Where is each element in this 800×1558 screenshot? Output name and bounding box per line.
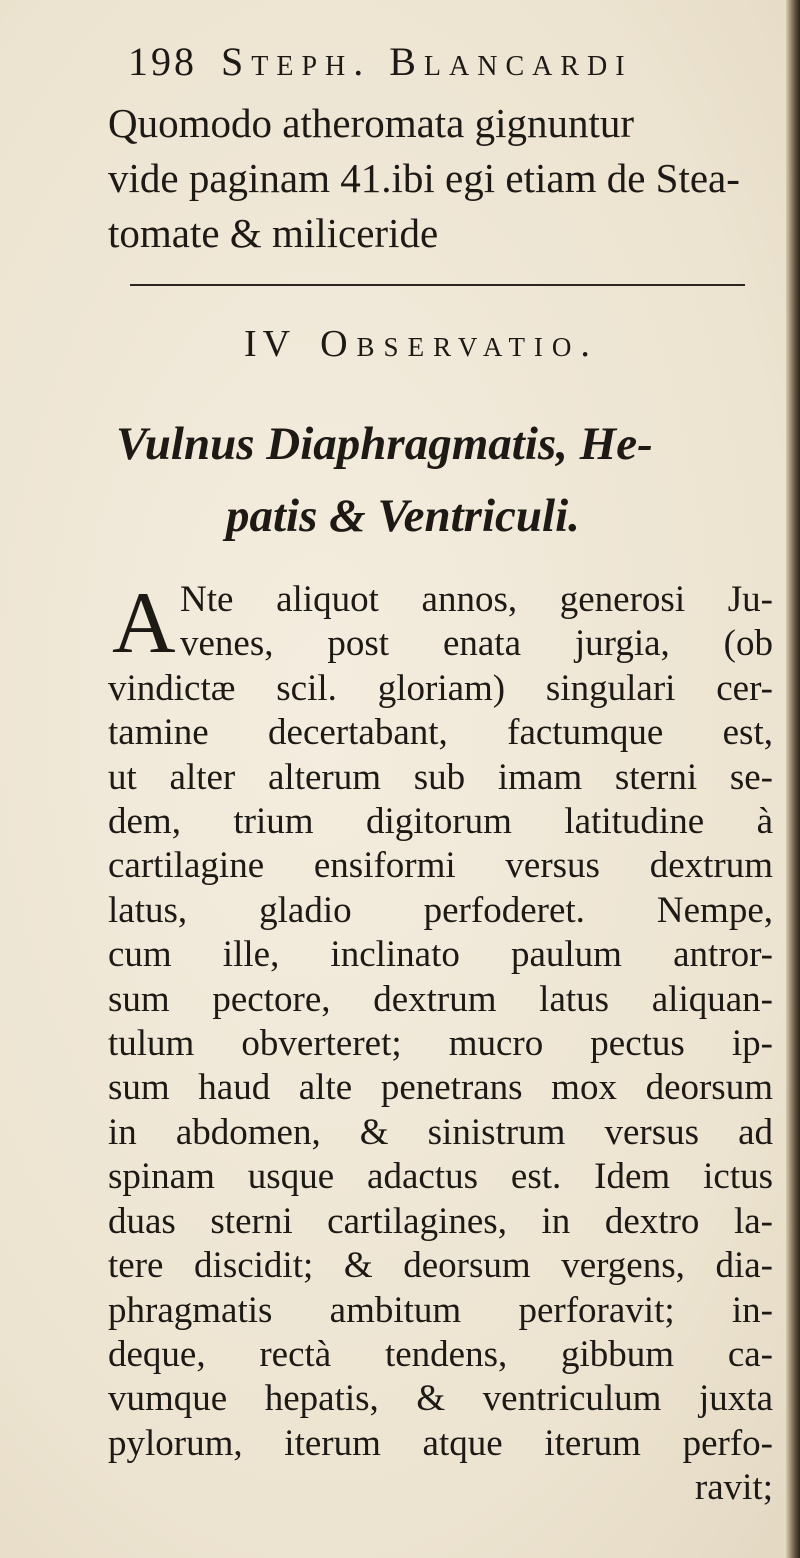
body-line: tulum obverteret; mucro pectus ip- — [108, 1023, 773, 1065]
body-line: cum ille, inclinato paulum antror- — [108, 934, 773, 976]
body-line: duas sterni cartilagines, in dextro la- — [108, 1200, 773, 1242]
title-line-1: Vulnus Diaphragmatis, He- — [116, 418, 653, 470]
intro-line: vide paginam 41.ibi egi etiam de Stea- — [108, 155, 740, 201]
body-line: tere discidit; & deorsum vergens, dia- — [108, 1245, 773, 1287]
body-line: ravit; — [694, 1467, 773, 1509]
body-line: cartilagine ensiformi versus dextrum — [108, 845, 773, 887]
observation-heading — [244, 322, 599, 366]
intro-paragraph — [108, 96, 768, 261]
running-title: Steph. Blancardi — [221, 39, 633, 84]
body-line: deque, rectà tendens, gibbum ca- — [108, 1333, 773, 1375]
body-line: phragmatis ambitum perforavit; in- — [108, 1289, 773, 1331]
title-line-2: patis & Ventriculi. — [226, 490, 580, 542]
body-line: latus, gladio perfoderet. Nempe, — [108, 889, 773, 931]
body-line: sum haud alte penetrans mox deorsum — [108, 1067, 773, 1109]
body-line: dem, trium digitorum latitudine à — [108, 801, 773, 843]
body-line: vumque hepatis, & ventriculum juxta — [108, 1378, 773, 1420]
intro-line: tomate & miliceride — [108, 210, 439, 256]
body-line: sum pectore, dextrum latus aliquan- — [108, 978, 773, 1020]
body-line: venes, post enata jurgia, (ob — [180, 623, 773, 665]
body-line: in abdomen, & sinistrum versus ad — [108, 1111, 773, 1153]
running-header — [128, 38, 768, 85]
page-number: 198 — [128, 39, 197, 84]
body-line: ut alter alterum sub imam sterni se- — [108, 756, 773, 798]
observation-label: Observatio. — [320, 323, 599, 365]
body-line: spinam usque adactus est. Idem ictus — [108, 1156, 773, 1198]
body-line: vindictæ scil. gloriam) singulari cer- — [108, 667, 773, 709]
observation-title — [116, 408, 776, 552]
body-line: pylorum, iterum atque iterum perfo- — [108, 1422, 773, 1464]
intro-line: Quomodo atheromata gignuntur — [108, 100, 635, 146]
body-line: Nte aliquot annos, generosi Ju- — [180, 579, 773, 620]
section-divider — [130, 284, 745, 286]
body-line: tamine decertabant, factumque est, — [108, 712, 773, 754]
body-text — [108, 575, 773, 1511]
drop-cap: A — [112, 575, 176, 672]
page-edge-shadow — [786, 0, 800, 1558]
observation-numeral: IV — [244, 323, 297, 365]
